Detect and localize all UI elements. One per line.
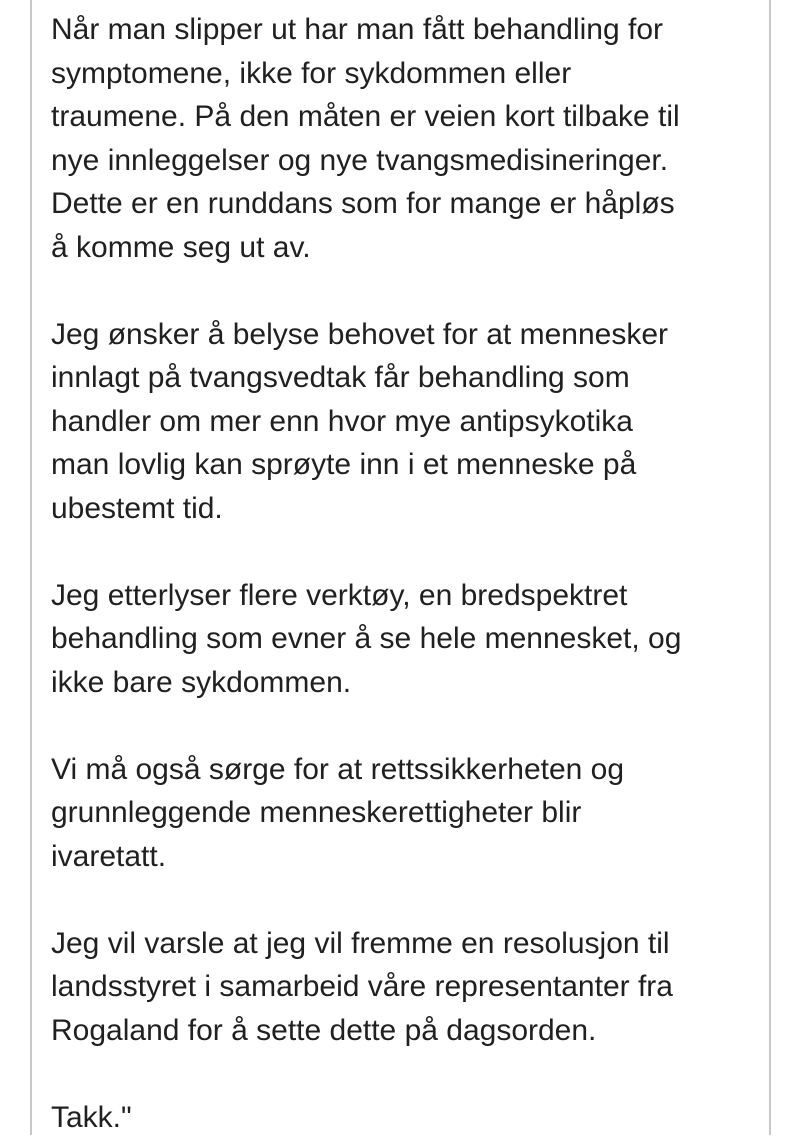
right-border-line (769, 0, 771, 1135)
paragraph-2: Jeg ønsker å belyse behovet for at mennesker innlagt på tvangsvedtak får behandling som handler om mer enn hvor mye antipsykotika man lovlig kan sprøyte inn i et menneske på ubestemt tid. (51, 313, 751, 531)
paragraph-6: Takk." (51, 1096, 751, 1139)
article-body (51, 8, 751, 1139)
paragraph-5: Jeg vil varsle at jeg vil fremme en resolusjon til landsstyret i samarbeid våre representanter fra Rogaland for å sette dette på dagsorden. (51, 922, 751, 1053)
left-border-line (30, 0, 32, 1135)
paragraph-3: Jeg etterlyser flere verktøy, en bredspektret behandling som evner å se hele mennesket, og ikke bare sykdommen. (51, 574, 751, 705)
paragraph-1: Når man slipper ut har man fått behandling for symptomene, ikke for sykdommen eller traumene. På den måten er veien kort tilbake til nye innleggelser og nye tvangsmedisineringer. Dette er en runddans som for mange er håpløs å komme seg ut av. (51, 8, 751, 269)
paragraph-4: Vi må også sørge for at rettssikkerheten og grunnleggende menneskerettigheter blir ivaretatt. (51, 748, 751, 879)
